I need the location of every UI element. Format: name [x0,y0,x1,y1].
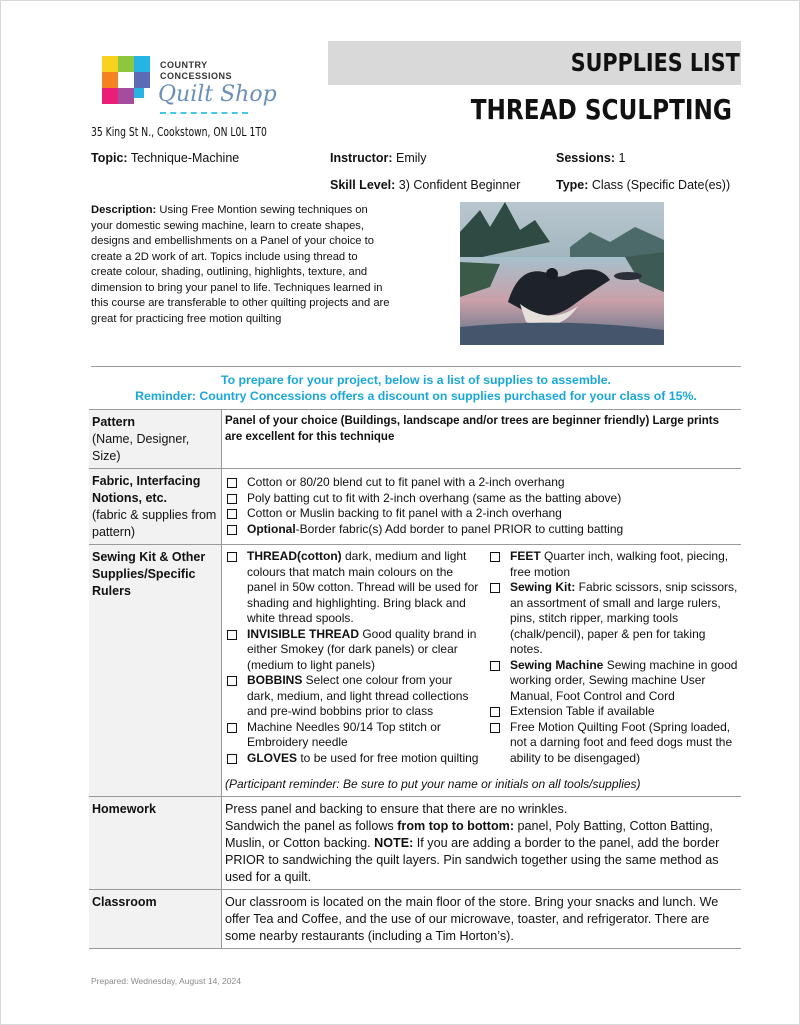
logo-script: Quilt Shop [158,82,277,107]
sessions-field: Sessions: 1 [556,151,626,165]
sewing-kit-label: Sewing Kit & Other Supplies/Specific Rulers [89,545,222,797]
prepared-date: Prepared: Wednesday, August 14, 2024 [91,976,241,986]
logo-divider [160,112,248,114]
classroom-value: Our classroom is located on the main floor of the store. Bring your snacks and lunch. We offer Tea and Coffee, and the use of our microwave, toaster, and refrigerator. There are some nearby restaurants (including a Tim Horton’s). [222,889,742,948]
checklist-item[interactable]: Poly batting cut to fit with 2-inch overhang (same as the batting above) [225,491,738,507]
type-field: Type: Class (Specific Date(es)) [556,178,731,192]
checklist-item[interactable]: BOBBINS Select one colour from your dark, medium, and light thread collections and pre-wind bobbins prior to class [225,673,482,720]
classroom-label: Classroom [89,889,222,948]
checklist-item[interactable]: Cotton or 80/20 blend cut to fit panel with a 2-inch overhang [225,475,738,491]
table-row [89,469,741,545]
quilt-shop-logo-icon [100,54,152,106]
description: Description: Using Free Montion sewing techniques on your domestic sewing machine, learn to create shapes, designs and embellishments on a Panel of your choice to create a 2D work of art. Topics include using thread to create colour, shading, outlining, highlights, texture, and dimension to bring your panel to life. Techniques learned in this course are transferable to other quilting projects and are great for practicing free motion quilting [91,204,390,325]
fabric-value [222,469,742,545]
skill-level-field: Skill Level: 3) Confident Beginner [330,178,521,192]
table-row [89,796,741,889]
participant-reminder: (Participant reminder: Be sure to put your name or initials on all tools/supplies) [225,777,641,791]
prep-notice: To prepare for your project, below is a list of supplies to assemble. Reminder: Country Concessions offers a discount on supplies purchased for your class of 15%. [135,373,697,403]
checklist-item[interactable]: THREAD(cotton) dark, medium and light colours that match main colours on the panel in 50w cotton. Thread will be used for shading and highlighting. Bring black and white thread spools. [225,549,482,627]
shop-address: 35 King St N., Cookstown, ON L0L 1T0 [91,124,267,139]
pattern-label: Pattern (Name, Designer, Size) [89,410,222,469]
checklist-item[interactable]: Free Motion Quilting Foot (Spring loaded, not a darning foot and feed dogs must the ability to be disengaged) [488,720,738,767]
homework-value: Press panel and backing to ensure that there are no wrinkles. Sandwich the panel as follows from top to bottom: panel, Poly Batting, Cotton Batting, Muslin, or Cotton backing. NOTE: If you are adding a border to the panel, add the border PRIOR to sandwiching the quilt layers. Pin sandwich together using the same method as used for a quilt. [222,796,742,889]
checklist-item[interactable]: Optional-Border fabric(s) Add border to panel PRIOR to cutting batting [225,522,738,538]
checklist-item[interactable]: Sewing Kit: Fabric scissors, snip scissors, an assortment of small and large rulers, pins, stitch ripper, marking tools (chalk/pencil), paper & pen for taking notes. [488,580,738,658]
homework-label: Homework [89,796,222,889]
supplies-table [89,409,741,949]
instructor-field: Instructor: Emily [330,151,427,165]
table-row [89,410,741,469]
checklist-item[interactable]: Extension Table if available [488,704,738,720]
class-title: THREAD SCULPTING [470,93,732,126]
pattern-value: Panel of your choice (Buildings, landscape and/or trees are beginner friendly) Large prints are excellent for this technique [222,410,742,469]
sewing-kit-value [222,545,742,797]
checklist-item[interactable]: FEET Quarter inch, walking foot, piecing, free motion [488,549,738,580]
checklist-item[interactable]: GLOVES to be used for free motion quilting [225,751,482,767]
topic-field: Topic: Technique-Machine [91,151,240,165]
checklist-item[interactable]: Cotton or Muslin backing to fit panel with a 2-inch overhang [225,506,738,522]
checklist-item[interactable]: Sewing Machine Sewing machine in good working order, Sewing machine User Manual, Foot Control and Cord [488,658,738,705]
page-title: SUPPLIES LIST [570,48,740,77]
table-row [89,545,741,797]
divider [91,366,741,367]
logo-text: COUNTRY CONCESSIONS [160,60,233,81]
loon-panel-photo [460,202,664,345]
fabric-label: Fabric, Interfacing Notions, etc. (fabric & supplies from pattern) [89,469,222,545]
checklist-item[interactable]: INVISIBLE THREAD Good quality brand in either Smokey (for dark panels) or clear (medium to light panels) [225,627,482,674]
table-row [89,889,741,948]
checklist-item[interactable]: Machine Needles 90/14 Top stitch or Embroidery needle [225,720,482,751]
